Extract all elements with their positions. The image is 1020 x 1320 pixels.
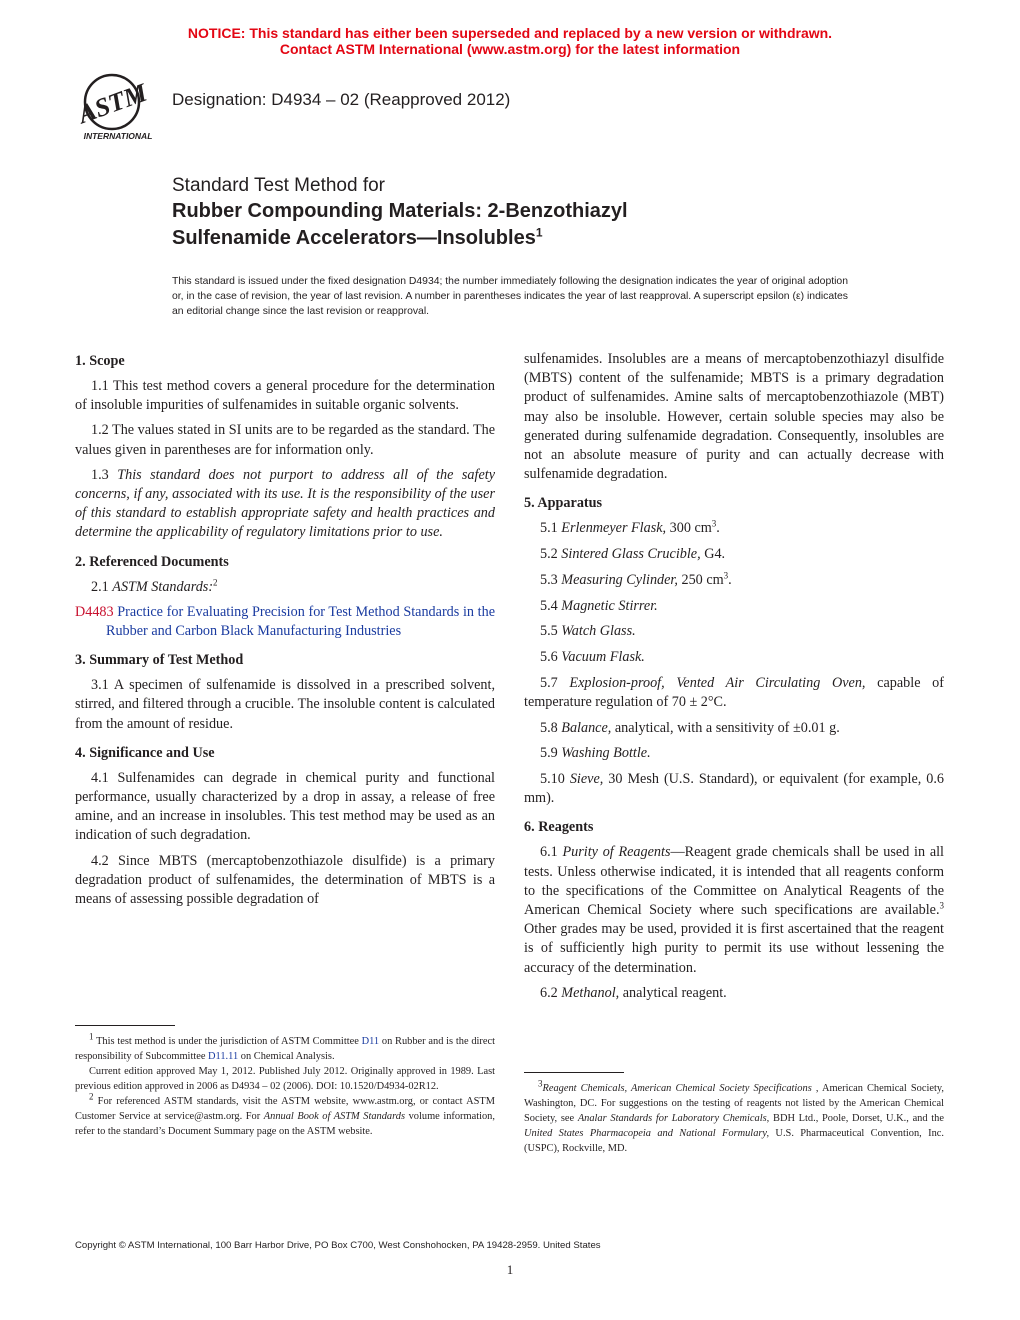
apparatus-item <box>524 719 944 738</box>
subcommittee-link[interactable]: D11.11 <box>208 1051 239 1062</box>
footnote-italic: United States Pharmacopeia and National Formulary, <box>524 1128 770 1139</box>
paragraph-4-1: 4.1 Sulfenamides can degrade in chemical purity and functional performance, usually characterized by a drop in assay, a release of free amine, and an increase in insolubles. This test method may be used as an indication of such degradation. <box>75 769 495 844</box>
apparatus-name: Sieve, <box>569 770 604 787</box>
paragraph-number: 5.1 <box>540 520 562 537</box>
footnote-marker: 1 <box>89 1031 94 1042</box>
footnote-text: BDH Ltd., Poole, Dorset, U.K., and the <box>769 1113 944 1124</box>
notice-banner <box>0 25 1020 57</box>
section-heading-summary: 3. Summary of Test Method <box>75 652 244 669</box>
apparatus-detail: . <box>728 571 732 588</box>
apparatus-name: Explosion-proof, Vented Air Circulating Oven, <box>569 674 866 691</box>
document-title <box>172 174 872 252</box>
paragraph-number: 5.7 <box>540 674 570 691</box>
apparatus-item <box>524 519 944 538</box>
footnote-1 <box>75 1031 495 1064</box>
footnote-italic: Analar Standards for Laboratory Chemicals, <box>577 1113 770 1124</box>
footnote-1-edition: Current edition approved May 1, 2012. Published July 2012. Originally approved in 1989. Last previous edition approved in 2006 as D4934 – 02 (2006). DOI: 10.1520/D4934-02R12. <box>75 1066 495 1092</box>
footnote-text: U.S. Pharmaceutical Convention, Inc. (USPC), Rockville, MD. <box>524 1128 944 1154</box>
footnote-italic: Annual Book of ASTM Standards <box>263 1111 406 1122</box>
left-column <box>75 350 495 915</box>
page-number: 1 <box>506 1262 514 1277</box>
apparatus-item <box>524 770 944 808</box>
apparatus-name: Washing Bottle. <box>561 745 651 762</box>
apparatus-name: Erlenmeyer Flask, <box>561 520 667 537</box>
safety-statement: This standard does not purport to address all of the safety concerns, if any, associated with its use. It is the responsibility of the user of this standard to establish appropriate safety and health practices and determine the applicability of regulatory limitations prior to use. <box>75 466 495 541</box>
paragraph-number: 5.8 <box>540 719 562 736</box>
apparatus-name: Balance, <box>561 719 612 736</box>
footnote-italic: Reagent Chemicals, American Chemical Society Specifications <box>542 1083 812 1094</box>
paragraph-number: 6.1 <box>540 844 563 861</box>
apparatus-item <box>524 545 944 564</box>
apparatus-name: Watch Glass. <box>561 623 636 640</box>
apparatus-item <box>524 648 944 667</box>
apparatus-item <box>524 674 944 712</box>
reference-title-link[interactable]: Practice for Evaluating Precision for Test Method Standards in the Rubber and Carbon Black Manufacturing Industries <box>106 603 495 640</box>
paragraph-6-1 <box>524 843 944 977</box>
apparatus-list <box>524 519 944 808</box>
footnotes-left <box>75 1031 495 1139</box>
apparatus-item <box>524 597 944 616</box>
title-line-3 <box>172 225 872 252</box>
right-column <box>524 350 944 1009</box>
apparatus-detail: 30 Mesh (U.S. Standard), or equivalent (for example, 0.6 mm). <box>524 770 945 807</box>
paragraph-3-1: 3.1 A specimen of sulfenamide is dissolved in a prescribed solvent, stirred, and filtered through a crucible. The insoluble content is calculated from the amount of residue. <box>75 677 495 732</box>
paragraph-text: Other grades may be used, provided it is first ascertained that the reagent is of sufficiently high purity to permit its use without lessening the accuracy of the determination. <box>524 921 944 976</box>
paragraph-text: analytical reagent. <box>619 984 727 1001</box>
paragraph-number: 5.6 <box>540 648 562 665</box>
apparatus-detail: 300 cm <box>666 520 712 537</box>
reference-code-link[interactable]: D4483 <box>75 603 114 620</box>
footnote-text: , American Chemical Society, Washington, DC. For suggestions on the testing of reagents not listed by the American Chemical Society, see <box>524 1083 944 1124</box>
title-footnote-ref: 1 <box>535 225 543 240</box>
footnote-text: For referenced ASTM standards, visit the ASTM website, www.astm.org, or contact ASTM Customer Service at service@astm.org. For <box>75 1096 495 1122</box>
title-line-2: Rubber Compounding Materials: 2-Benzothiazyl <box>172 200 628 222</box>
paragraph-number: 5.2 <box>540 546 562 563</box>
paragraph-1-3 <box>75 466 495 543</box>
apparatus-detail: . <box>716 520 720 537</box>
footnote-divider-right <box>524 1072 624 1073</box>
title-line-3-text: Sulfenamide Accelerators—Insolubles <box>172 227 536 249</box>
notice-line-1: NOTICE: This standard has either been superseded and replaced by a new version or withdrawn. <box>187 25 833 41</box>
paragraph-number: 5.3 <box>540 571 562 588</box>
paragraph-1-1: 1.1 This test method covers a general procedure for the determination of insoluble impurities of sulfenamides in suitable organic solvents. <box>75 378 495 414</box>
section-heading-referenced-documents: 2. Referenced Documents <box>75 553 229 570</box>
section-heading-significance: 4. Significance and Use <box>75 744 215 761</box>
apparatus-detail: G4. <box>700 546 726 563</box>
apparatus-item <box>524 622 944 641</box>
footnote-3 <box>524 1078 944 1156</box>
superscript: 3 <box>711 518 717 529</box>
paragraph-4-2-continued: sulfenamides. Insolubles are a means of mercaptobenzothiazyl disulfide (MBTS) content of the sulfenamide; MBTS is a primary degradation product of sulfenamides. Amine salts of mercaptobenzothiazole (MBT) may also be insoluble. However, certain soluble species may also be generated during sulfenamide degradation. Consequently, insolubles are not an absolute measure of purity and can actually decrease with sulfenamide degradation. <box>524 351 944 483</box>
reagent-name: Methanol, <box>561 984 620 1001</box>
section-heading-scope: 1. Scope <box>75 353 125 369</box>
reference-d4483[interactable] <box>75 603 495 641</box>
footnote-marker: 3 <box>538 1078 543 1089</box>
apparatus-item <box>524 744 944 763</box>
paragraph-number: 6.2 <box>540 984 562 1001</box>
apparatus-name: Vacuum Flask. <box>561 648 645 665</box>
copyright: Copyright © ASTM International, 100 Barr Harbor Drive, PO Box C700, West Conshohocken, PA 19428-2959. United States <box>75 1240 601 1251</box>
footnotes-right <box>524 1078 944 1156</box>
section-heading-reagents: 6. Reagents <box>524 819 594 836</box>
footnote-divider-left <box>75 1025 175 1026</box>
astm-logo-icon <box>72 72 164 144</box>
footnote-marker: 2 <box>89 1091 94 1102</box>
superscript: 3 <box>723 570 729 581</box>
apparatus-name: Sintered Glass Crucible, <box>561 546 701 563</box>
footnote-text: on Chemical Analysis. <box>238 1051 335 1062</box>
logo-text: ASTM <box>74 77 151 130</box>
reagent-purity-term: Purity of Reagents <box>562 844 671 861</box>
apparatus-name: Magnetic Stirrer. <box>561 597 658 614</box>
paragraph-number: 5.10 <box>540 770 570 787</box>
apparatus-detail: 250 cm <box>677 571 724 588</box>
apparatus-item <box>524 571 944 590</box>
committee-link[interactable]: D11 <box>361 1036 380 1047</box>
footnote-text: This test method is under the jurisdiction of ASTM Committee <box>93 1036 362 1047</box>
footnote-text: volume information, refer to the standard’s Document Summary page on the ASTM website. <box>75 1111 495 1137</box>
designation: Designation: D4934 – 02 (Reapproved 2012) <box>172 90 511 109</box>
paragraph-6-2 <box>524 984 944 1003</box>
paragraph-4-2: 4.2 Since MBTS (mercaptobenzothiazole disulfide) is a primary degradation product of sulfenamides, the determination of MBTS is a means of assessing possible degradation of <box>75 852 495 908</box>
paragraph-2-1 <box>75 578 495 597</box>
title-line-1: Standard Test Method for <box>172 175 385 196</box>
footnote-ref: 2 <box>213 576 218 587</box>
issue-note: This standard is issued under the fixed designation D4934; the number immediately following the designation indicates the year of original adoption or, in the case of revision, the year of last revision. A number in parentheses indicates the year of last reapproval. A superscript epsilon (ε) indicates an editorial change since the last revision or reapproval. <box>172 276 848 317</box>
paragraph-number: 2.1 <box>91 578 113 595</box>
paragraph-1-2: 1.2 The values stated in SI units are to be regarded as the standard. The values given in parentheses are for information only. <box>75 422 495 458</box>
apparatus-name: Measuring Cylinder, <box>561 571 678 588</box>
footnote-text: on Rubber and is the direct responsibility of Subcommittee <box>75 1036 495 1062</box>
apparatus-detail: analytical, with a sensitivity of ±0.01 g. <box>611 719 840 736</box>
footnote-2 <box>75 1091 495 1139</box>
notice-line-2: Contact ASTM International (www.astm.org) for the latest information <box>279 41 741 57</box>
footnote-ref: 3 <box>939 900 944 911</box>
logo-subtext: INTERNATIONAL <box>83 131 153 141</box>
apparatus-detail: capable of temperature regulation of 70 ± 2°C. <box>524 674 944 710</box>
paragraph-text: —Reagent grade chemicals shall be used in all tests. Unless otherwise indicated, it is intended that all reagents conform to the specifications of the Committee on Analytical Reagents of the American Chemical Society where such specifications are available. <box>524 844 944 918</box>
paragraph-number: 5.4 <box>540 597 562 614</box>
astm-standards-label: ASTM Standards: <box>112 578 214 595</box>
paragraph-number: 5.9 <box>540 745 562 762</box>
section-heading-apparatus: 5. Apparatus <box>524 495 603 512</box>
paragraph-number: 1.3 <box>91 466 118 483</box>
astm-logo <box>72 72 164 144</box>
paragraph-number: 5.5 <box>540 623 562 640</box>
